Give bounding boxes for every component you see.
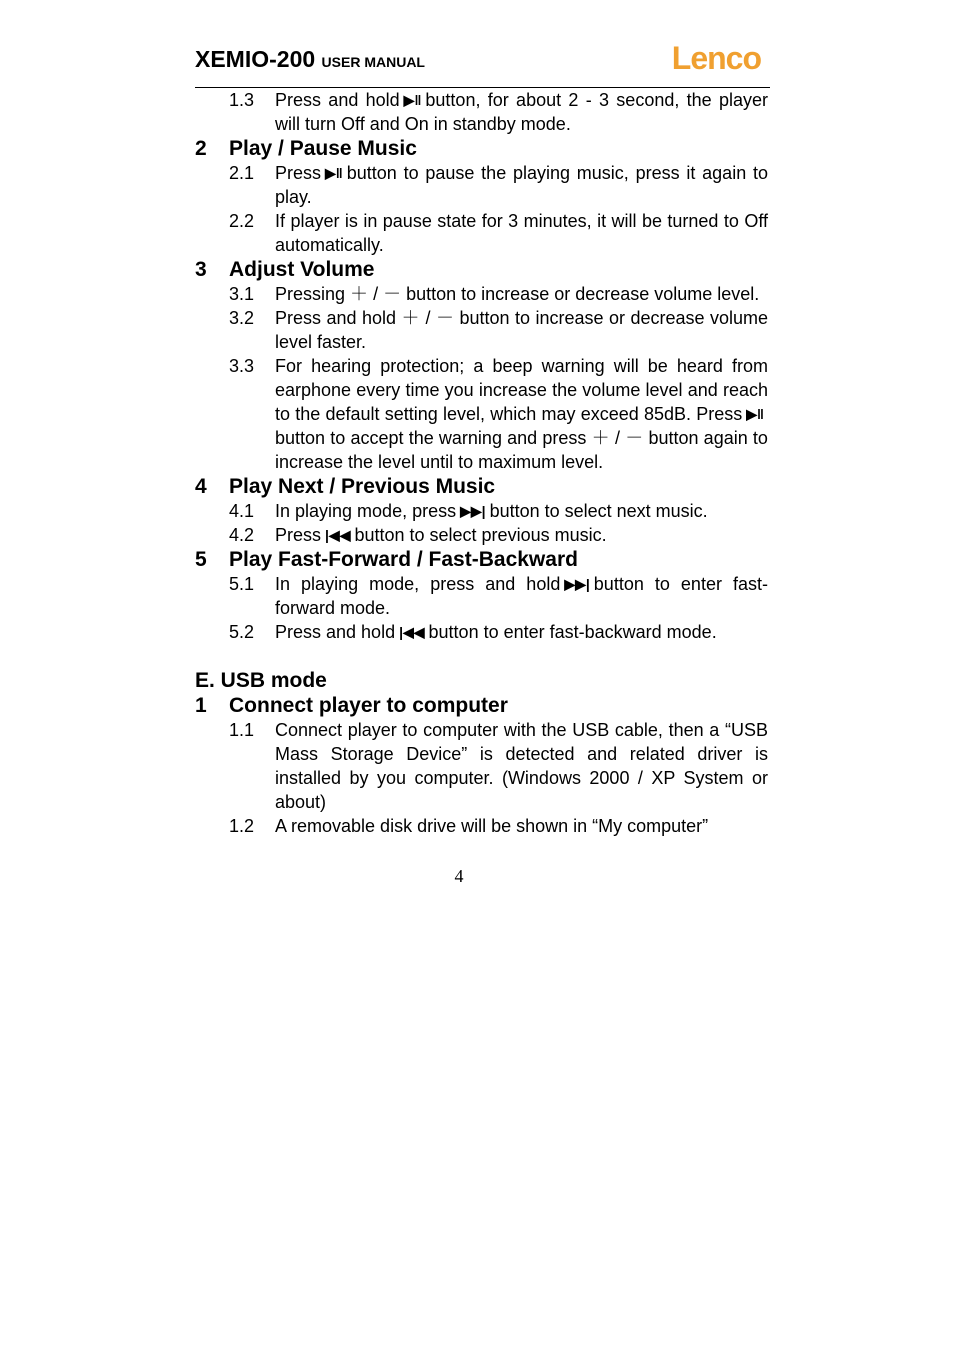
section-title: Connect player to computer bbox=[229, 694, 508, 717]
item-text: If player is in pause state for 3 minutes, it will be turned to Off automatically. bbox=[275, 211, 768, 255]
item-number: 2.1 bbox=[229, 163, 255, 183]
list-item bbox=[195, 499, 768, 523]
section-title: Play / Pause Music bbox=[229, 137, 417, 160]
list-item bbox=[195, 306, 768, 354]
plus-icon: ＋ bbox=[401, 308, 420, 328]
item-text: button to increase or decrease volume level faster. bbox=[275, 308, 769, 352]
item-text: In playing mode, press and hold bbox=[275, 574, 561, 594]
document-title bbox=[195, 46, 425, 73]
item-text: Press and hold bbox=[275, 622, 396, 642]
item-text: button to accept the warning and press bbox=[275, 428, 587, 448]
minus-icon: － bbox=[625, 428, 644, 448]
list-item bbox=[195, 814, 768, 838]
list-item bbox=[195, 572, 768, 620]
item-number: 4.1 bbox=[229, 501, 255, 521]
item-text: Press bbox=[275, 525, 322, 545]
item-text: button again to increase the level until to maximum level. bbox=[275, 428, 768, 472]
item-text: Press and hold bbox=[275, 90, 400, 110]
item-text: Press bbox=[275, 163, 322, 183]
item-text: button to pause the playing music, press it again to play. bbox=[275, 163, 768, 207]
section-number: 4 bbox=[195, 475, 207, 498]
list-item bbox=[195, 523, 768, 547]
item-number: 3.3 bbox=[229, 356, 255, 376]
list-item bbox=[195, 282, 768, 306]
item-text: button to enter fast-forward mode. bbox=[275, 574, 768, 618]
section-number: 1 bbox=[195, 694, 207, 717]
item-text: button to increase or decrease volume level. bbox=[406, 284, 760, 304]
next-track-icon: ▶▶| bbox=[460, 503, 486, 519]
section-number: 2 bbox=[195, 137, 207, 160]
minus-icon: － bbox=[383, 284, 402, 304]
list-item bbox=[195, 354, 768, 474]
manual-content bbox=[195, 88, 768, 838]
list-item bbox=[195, 209, 768, 257]
part-heading: E. USB mode bbox=[195, 669, 327, 692]
section-number: 3 bbox=[195, 258, 207, 281]
item-number: 5.1 bbox=[229, 574, 255, 594]
slash-text: / bbox=[373, 284, 379, 304]
list-item bbox=[195, 620, 768, 644]
page-number: 4 bbox=[454, 866, 464, 886]
section-heading bbox=[195, 136, 768, 161]
next-track-icon: ▶▶| bbox=[564, 576, 590, 592]
model-name: XEMIO-200 bbox=[195, 46, 316, 72]
document-subtitle: USER MANUAL bbox=[321, 54, 425, 70]
play-pause-icon: ▶‖ bbox=[403, 92, 422, 108]
item-text: For hearing protection; a beep warning will be heard from earphone every time you increase the volume level and reach to the default setting level, which may exceed 85dB. Press bbox=[275, 356, 768, 424]
item-number: 3.2 bbox=[229, 308, 255, 328]
item-text: button to enter fast-backward mode. bbox=[428, 622, 717, 642]
item-text: In playing mode, press bbox=[275, 501, 457, 521]
section-heading bbox=[195, 474, 768, 499]
list-item bbox=[195, 718, 768, 814]
section-heading bbox=[195, 257, 768, 282]
list-item bbox=[195, 161, 768, 209]
previous-track-icon: |◀◀ bbox=[325, 527, 351, 543]
minus-icon: － bbox=[435, 308, 454, 328]
item-text: Press and hold bbox=[275, 308, 397, 328]
play-pause-icon: ▶‖ bbox=[746, 406, 764, 422]
item-text: Connect player to computer with the USB cable, then a “USB Mass Storage Device” is detected and related driver is installed by you computer. (Windows 2000 / XP System or about) bbox=[275, 720, 768, 812]
section-title: Play Next / Previous Music bbox=[229, 475, 496, 498]
item-number: 1.3 bbox=[229, 90, 255, 110]
section-number: 5 bbox=[195, 548, 207, 571]
list-item bbox=[195, 88, 768, 136]
lenco-logo: Lenco bbox=[671, 40, 761, 76]
item-number: 3.1 bbox=[229, 284, 255, 304]
item-number: 4.2 bbox=[229, 525, 255, 545]
previous-track-icon: |◀◀ bbox=[399, 624, 425, 640]
plus-icon: ＋ bbox=[591, 428, 610, 448]
item-text: button to select previous music. bbox=[354, 525, 607, 545]
item-number: 2.2 bbox=[229, 211, 255, 231]
play-pause-icon: ▶‖ bbox=[325, 165, 343, 181]
item-number: 5.2 bbox=[229, 622, 255, 642]
section-title: Adjust Volume bbox=[229, 258, 375, 281]
slash-text: / bbox=[615, 428, 621, 448]
item-number: 1.2 bbox=[229, 816, 255, 836]
item-text: A removable disk drive will be shown in “My computer” bbox=[275, 816, 709, 836]
item-text: Pressing bbox=[275, 284, 346, 304]
plus-icon: ＋ bbox=[350, 284, 369, 304]
item-text: button to select next music. bbox=[489, 501, 708, 521]
slash-text: / bbox=[425, 308, 431, 328]
item-number: 1.1 bbox=[229, 720, 255, 740]
section-heading bbox=[195, 547, 768, 572]
section-heading bbox=[195, 693, 768, 718]
item-text: button, for about 2 - 3 second, the player will turn Off and On in standby mode. bbox=[275, 90, 768, 134]
page-header bbox=[195, 40, 770, 88]
section-title: Play Fast-Forward / Fast-Backward bbox=[229, 548, 578, 571]
